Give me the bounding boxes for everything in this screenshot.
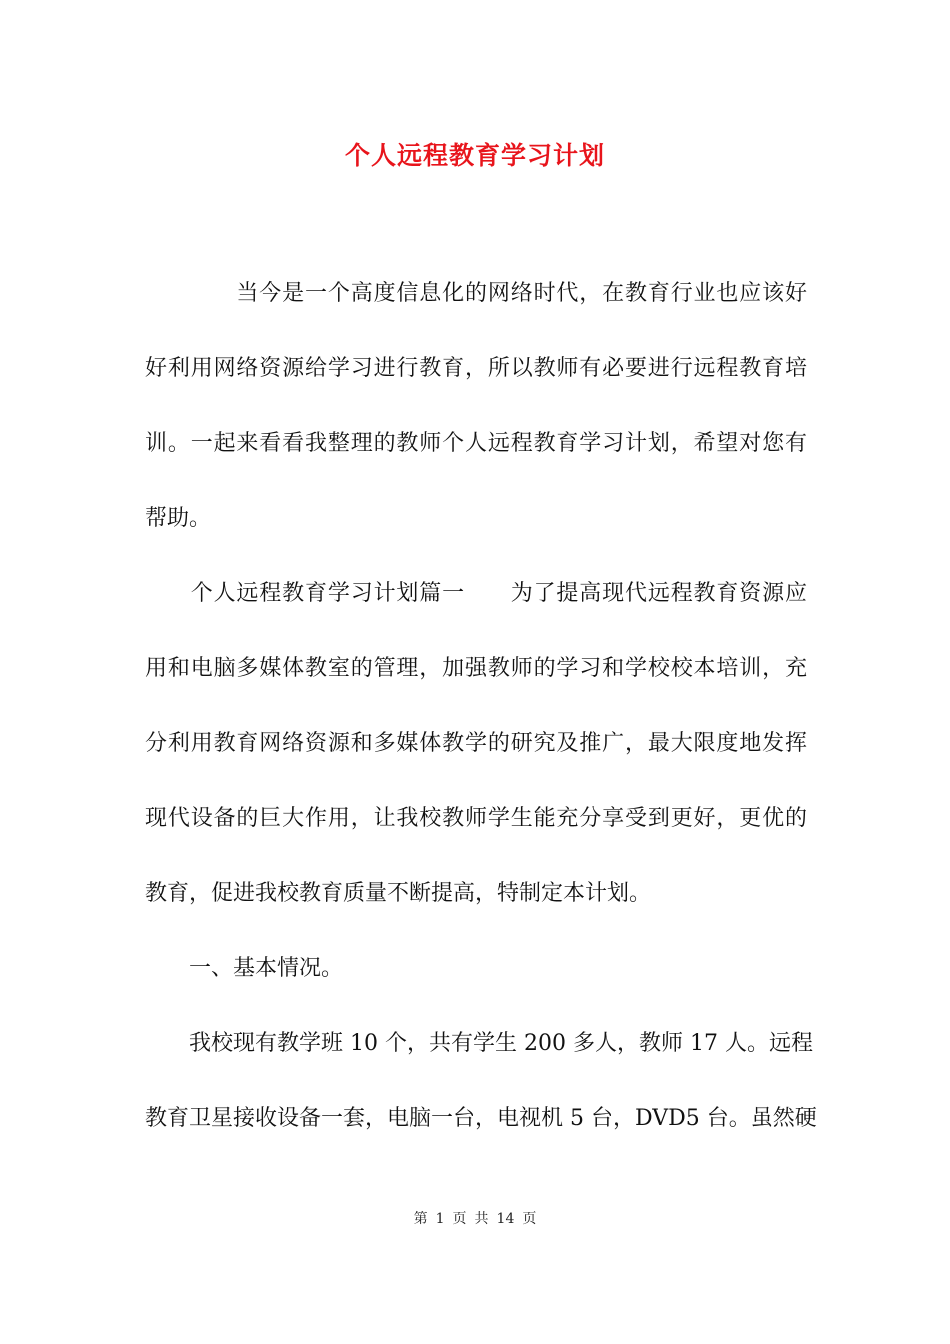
- page-footer: [0, 1208, 950, 1228]
- body-line: 现代设备的巨大作用，让我校教师学生能充分享受到更好，更优的: [145, 806, 807, 831]
- document-body: [145, 278, 817, 1178]
- body-line: 分利用教育网络资源和多媒体教学的研究及推广，最大限度地发挥: [145, 731, 807, 756]
- body-line: 训。一起来看看我整理的教师个人远程教育学习计划，希望对您有: [145, 431, 807, 456]
- footer-label-ye: 页: [522, 1211, 537, 1227]
- section-heading: 一、基本情况。: [145, 956, 344, 981]
- document-title: 个人远程教育学习计划: [344, 141, 605, 170]
- body-line: 我校现有教学班 10 个，共有学生 200 多人，教师 17 人。远程: [145, 1031, 813, 1056]
- body-line: 教育，促进我校教育质量不断提高，特制定本计划。: [145, 881, 652, 906]
- footer-label-page: 第: [413, 1211, 428, 1227]
- footer-label-total: 共: [474, 1211, 489, 1227]
- body-line: 教育卫星接收设备一套，电脑一台，电视机 5 台，DVD5 台。虽然硬: [145, 1106, 817, 1131]
- body-line: 好利用网络资源给学习进行教育，所以教师有必要进行远程教育培: [145, 356, 807, 381]
- body-line: 帮助。: [145, 506, 212, 531]
- body-line: 个人远程教育学习计划篇一 为了提高现代远程教育资源应: [145, 581, 807, 606]
- footer-label-ye: 页: [452, 1211, 467, 1227]
- current-page-number: 1: [435, 1211, 445, 1227]
- total-page-count: 14: [496, 1211, 515, 1227]
- body-line: 用和电脑多媒体教室的管理，加强教师的学习和学校校本培训，充: [145, 656, 807, 681]
- body-line: 当今是一个高度信息化的网络时代，在教育行业也应该好: [145, 281, 807, 306]
